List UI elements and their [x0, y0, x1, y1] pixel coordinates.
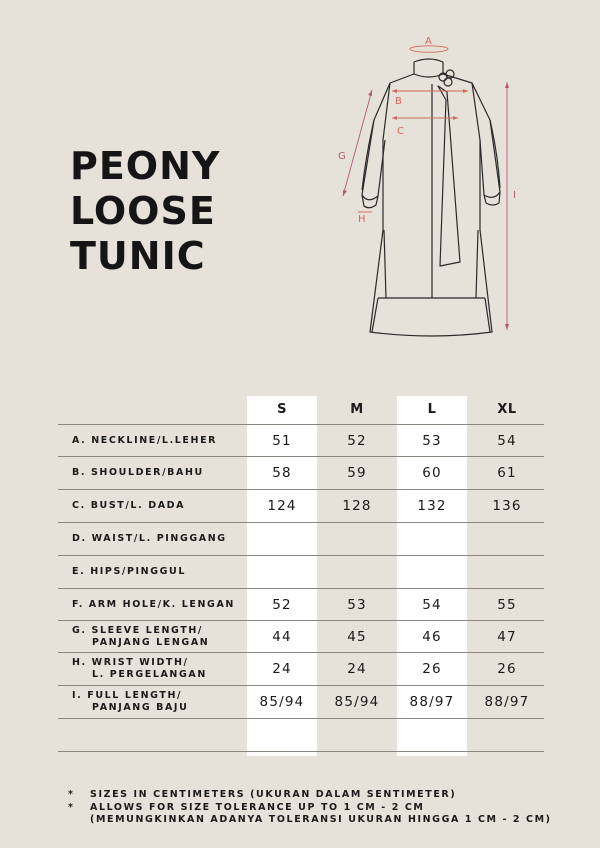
row-label: C. BUST/L. DADA [72, 500, 186, 511]
table-row [58, 555, 544, 588]
cell-s: 58 [272, 465, 292, 481]
cell-s: 85/94 [259, 694, 305, 710]
row-label: G. SLEEVE LENGTH/ PANJANG LENGAN [72, 625, 210, 648]
cell-m: 59 [347, 465, 367, 481]
header-size-xl: XL [497, 402, 517, 417]
cell-m: 85/94 [334, 694, 380, 710]
cell-s: 44 [272, 629, 292, 645]
table-row [58, 718, 544, 752]
table-row [58, 489, 544, 522]
cell-m: 45 [347, 629, 367, 645]
header-size-s: S [277, 402, 287, 417]
product-title [70, 144, 220, 279]
note-tolerance: * ALLOWS FOR SIZE TOLERANCE UP TO 1 CM - 2 CM [68, 801, 425, 813]
label-c: C [397, 126, 404, 137]
label-b: B [395, 96, 402, 107]
cell-xl: 61 [497, 465, 517, 481]
cell-xl: 26 [497, 661, 517, 677]
row-label: D. WAIST/L. PINGGANG [72, 533, 227, 544]
note-tolerance-translation: (MEMUNGKINKAN ADANYA TOLERANSI UKURAN HINGGA 1 CM - 2 CM) [90, 814, 552, 825]
note-sizes: * SIZES IN CENTIMETERS (UKURAN DALAM SENTIMETER) [68, 789, 457, 800]
title-line-2: LOOSE [70, 189, 216, 233]
cell-l: 60 [422, 465, 442, 481]
row-label: E. HIPS/PINGGUL [72, 566, 186, 577]
table-row [58, 652, 544, 685]
cell-xl: 54 [497, 433, 517, 449]
cell-l: 132 [417, 498, 447, 514]
footnotes [68, 789, 552, 827]
tunic-measurement-diagram [330, 30, 530, 350]
row-label: B. SHOULDER/BAHU [72, 467, 204, 478]
tunic-outline [362, 59, 500, 336]
row-label: A. NECKLINE/L.LEHER [72, 435, 218, 446]
cell-m: 52 [347, 433, 367, 449]
label-h: H [358, 214, 366, 225]
cell-l: 26 [422, 661, 442, 677]
length-lines [343, 82, 507, 330]
header-size-l: L [427, 402, 437, 417]
table-row [58, 424, 544, 457]
cell-m: 24 [347, 661, 367, 677]
cell-xl: 88/97 [484, 694, 530, 710]
cell-xl: 47 [497, 629, 517, 645]
table-row [58, 456, 544, 489]
cell-xl: 55 [497, 597, 517, 613]
cell-s: 124 [267, 498, 297, 514]
cell-l: 54 [422, 597, 442, 613]
title-line-3: TUNIC [70, 234, 206, 278]
label-g: G [338, 151, 346, 162]
table-row [58, 522, 544, 555]
cell-s: 51 [272, 433, 292, 449]
cell-xl: 136 [492, 498, 522, 514]
cell-l: 88/97 [409, 694, 455, 710]
length-arrowheads [343, 82, 509, 330]
title-line-1: PEONY [70, 144, 221, 188]
table-row [58, 620, 544, 653]
cell-s: 24 [272, 661, 292, 677]
table-row [58, 588, 544, 621]
row-label: F. ARM HOLE/K. LENGAN [72, 599, 235, 610]
row-label: H. WRIST WIDTH/ L. PERGELANGAN [72, 657, 207, 680]
cell-l: 53 [422, 433, 442, 449]
cell-s: 52 [272, 597, 292, 613]
label-a: A [425, 36, 432, 47]
size-chart-table [58, 396, 544, 756]
cell-m: 128 [342, 498, 372, 514]
measurement-arrowheads [392, 89, 468, 120]
row-label: I. FULL LENGTH/ PANJANG BAJU [72, 690, 189, 713]
cell-l: 46 [422, 629, 442, 645]
cell-m: 53 [347, 597, 367, 613]
table-row [58, 685, 544, 718]
label-i: I [513, 190, 516, 201]
header-size-m: M [350, 402, 364, 417]
